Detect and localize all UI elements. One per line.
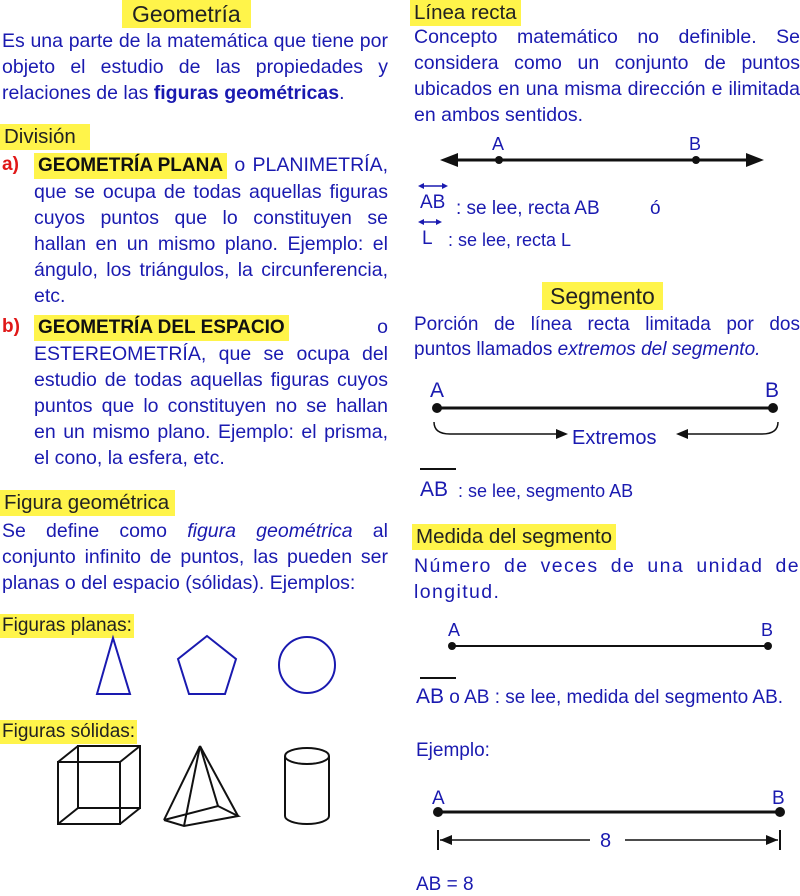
title-segmento: Segmento <box>542 282 663 310</box>
linea-definition: Concepto matemático no definible. Se considera como un conjunto de puntos ubicados en una misma dirección e ilimitada en ambos sentidos. <box>414 26 800 126</box>
linea-recta-diagram <box>410 130 800 180</box>
length-label: 8 <box>600 830 612 852</box>
segmento-definition: Porción de línea recta limitada por dos puntos llamados extremos del segmento. <box>414 314 800 360</box>
point-b-label: B <box>689 134 702 154</box>
figuras-planas-drawing <box>50 630 350 700</box>
pyramid-shape <box>164 746 238 826</box>
medida-reading: AB o AB : se lee, medida del segmento AB. <box>416 685 784 708</box>
extremos-label: Extremos <box>572 427 657 449</box>
circle-shape <box>279 637 335 693</box>
label-figuras-planas: Figuras planas: <box>2 615 132 636</box>
title-medida-segmento: Medida del segmento <box>412 524 616 550</box>
pentagon-shape <box>178 636 236 694</box>
segment-notation: AB <box>420 478 449 501</box>
notation-l: L <box>422 228 433 249</box>
segmento-diagram <box>410 372 800 452</box>
medida-overline <box>420 677 456 679</box>
figuras-solidas-drawing <box>50 740 350 830</box>
cylinder-shape <box>285 748 329 824</box>
geometria-definition: Es una parte de la matemática que tiene por objeto el estudio de las propiedades y relaciones de las figuras geométricas. <box>2 30 388 104</box>
triangle-shape <box>97 638 130 694</box>
ejemplo-b-label: B <box>772 788 785 809</box>
figura-definition: Se define como figura geométrica al conjunto infinito de puntos, las pueden ser planas o del espacio (sólidas). Ejemplos: <box>2 520 388 594</box>
segment-b-label: B <box>765 379 780 402</box>
reading-recta-l: : se lee, recta L <box>448 230 572 250</box>
ejemplo-diagram <box>410 784 800 856</box>
point-a-label: A <box>492 134 505 154</box>
result-label: AB = 8 <box>416 874 474 895</box>
geometria-plana-highlight: GEOMETRÍA PLANA <box>34 153 227 179</box>
medida-b-label: B <box>761 620 774 640</box>
reading-recta-ab: : se lee, recta AB <box>456 198 600 219</box>
title-figura-geometrica: Figura geométrica <box>0 490 175 516</box>
segment-overline <box>420 468 456 470</box>
notation-ab: AB <box>420 192 446 213</box>
segment-reading: : se lee, segmento AB <box>458 481 634 501</box>
ejemplo-a-label: A <box>432 788 445 809</box>
division-item-b: b) GEOMETRÍA DEL ESPACIO o ESTEREOMETRÍA, que se ocupa del estudio de todas aquellas figuras cuyos puntos que lo constituyen no se hallan en un mismo plano. Ejemplo: el prisma, el cono, la esfera, etc. <box>2 316 388 469</box>
geometria-espacio-highlight: GEOMETRÍA DEL ESPACIO <box>34 315 289 341</box>
segment-a-label: A <box>430 379 445 402</box>
title-division: División <box>0 124 90 150</box>
division-item-a: a) GEOMETRÍA PLANA o PLANIMETRÍA, que se ocupa de todas aquellas figuras cuyos puntos que lo constituyen se hallan en un mismo plano. Ejemplo: el ángulo, los triángulos, la circunferencia, etc. <box>2 154 388 307</box>
label-figuras-solidas: Figuras sólidas: <box>2 721 136 742</box>
or-label: ó <box>650 198 661 219</box>
title-geometria: Geometría <box>122 0 251 28</box>
medida-definition: Número de veces de una unidad de longitud. <box>414 555 800 603</box>
medida-diagram <box>410 616 800 660</box>
title-linea-recta: Línea recta <box>410 0 521 26</box>
medida-a-label: A <box>448 620 461 640</box>
ejemplo-label: Ejemplo: <box>416 740 490 761</box>
cube-shape <box>58 746 140 824</box>
